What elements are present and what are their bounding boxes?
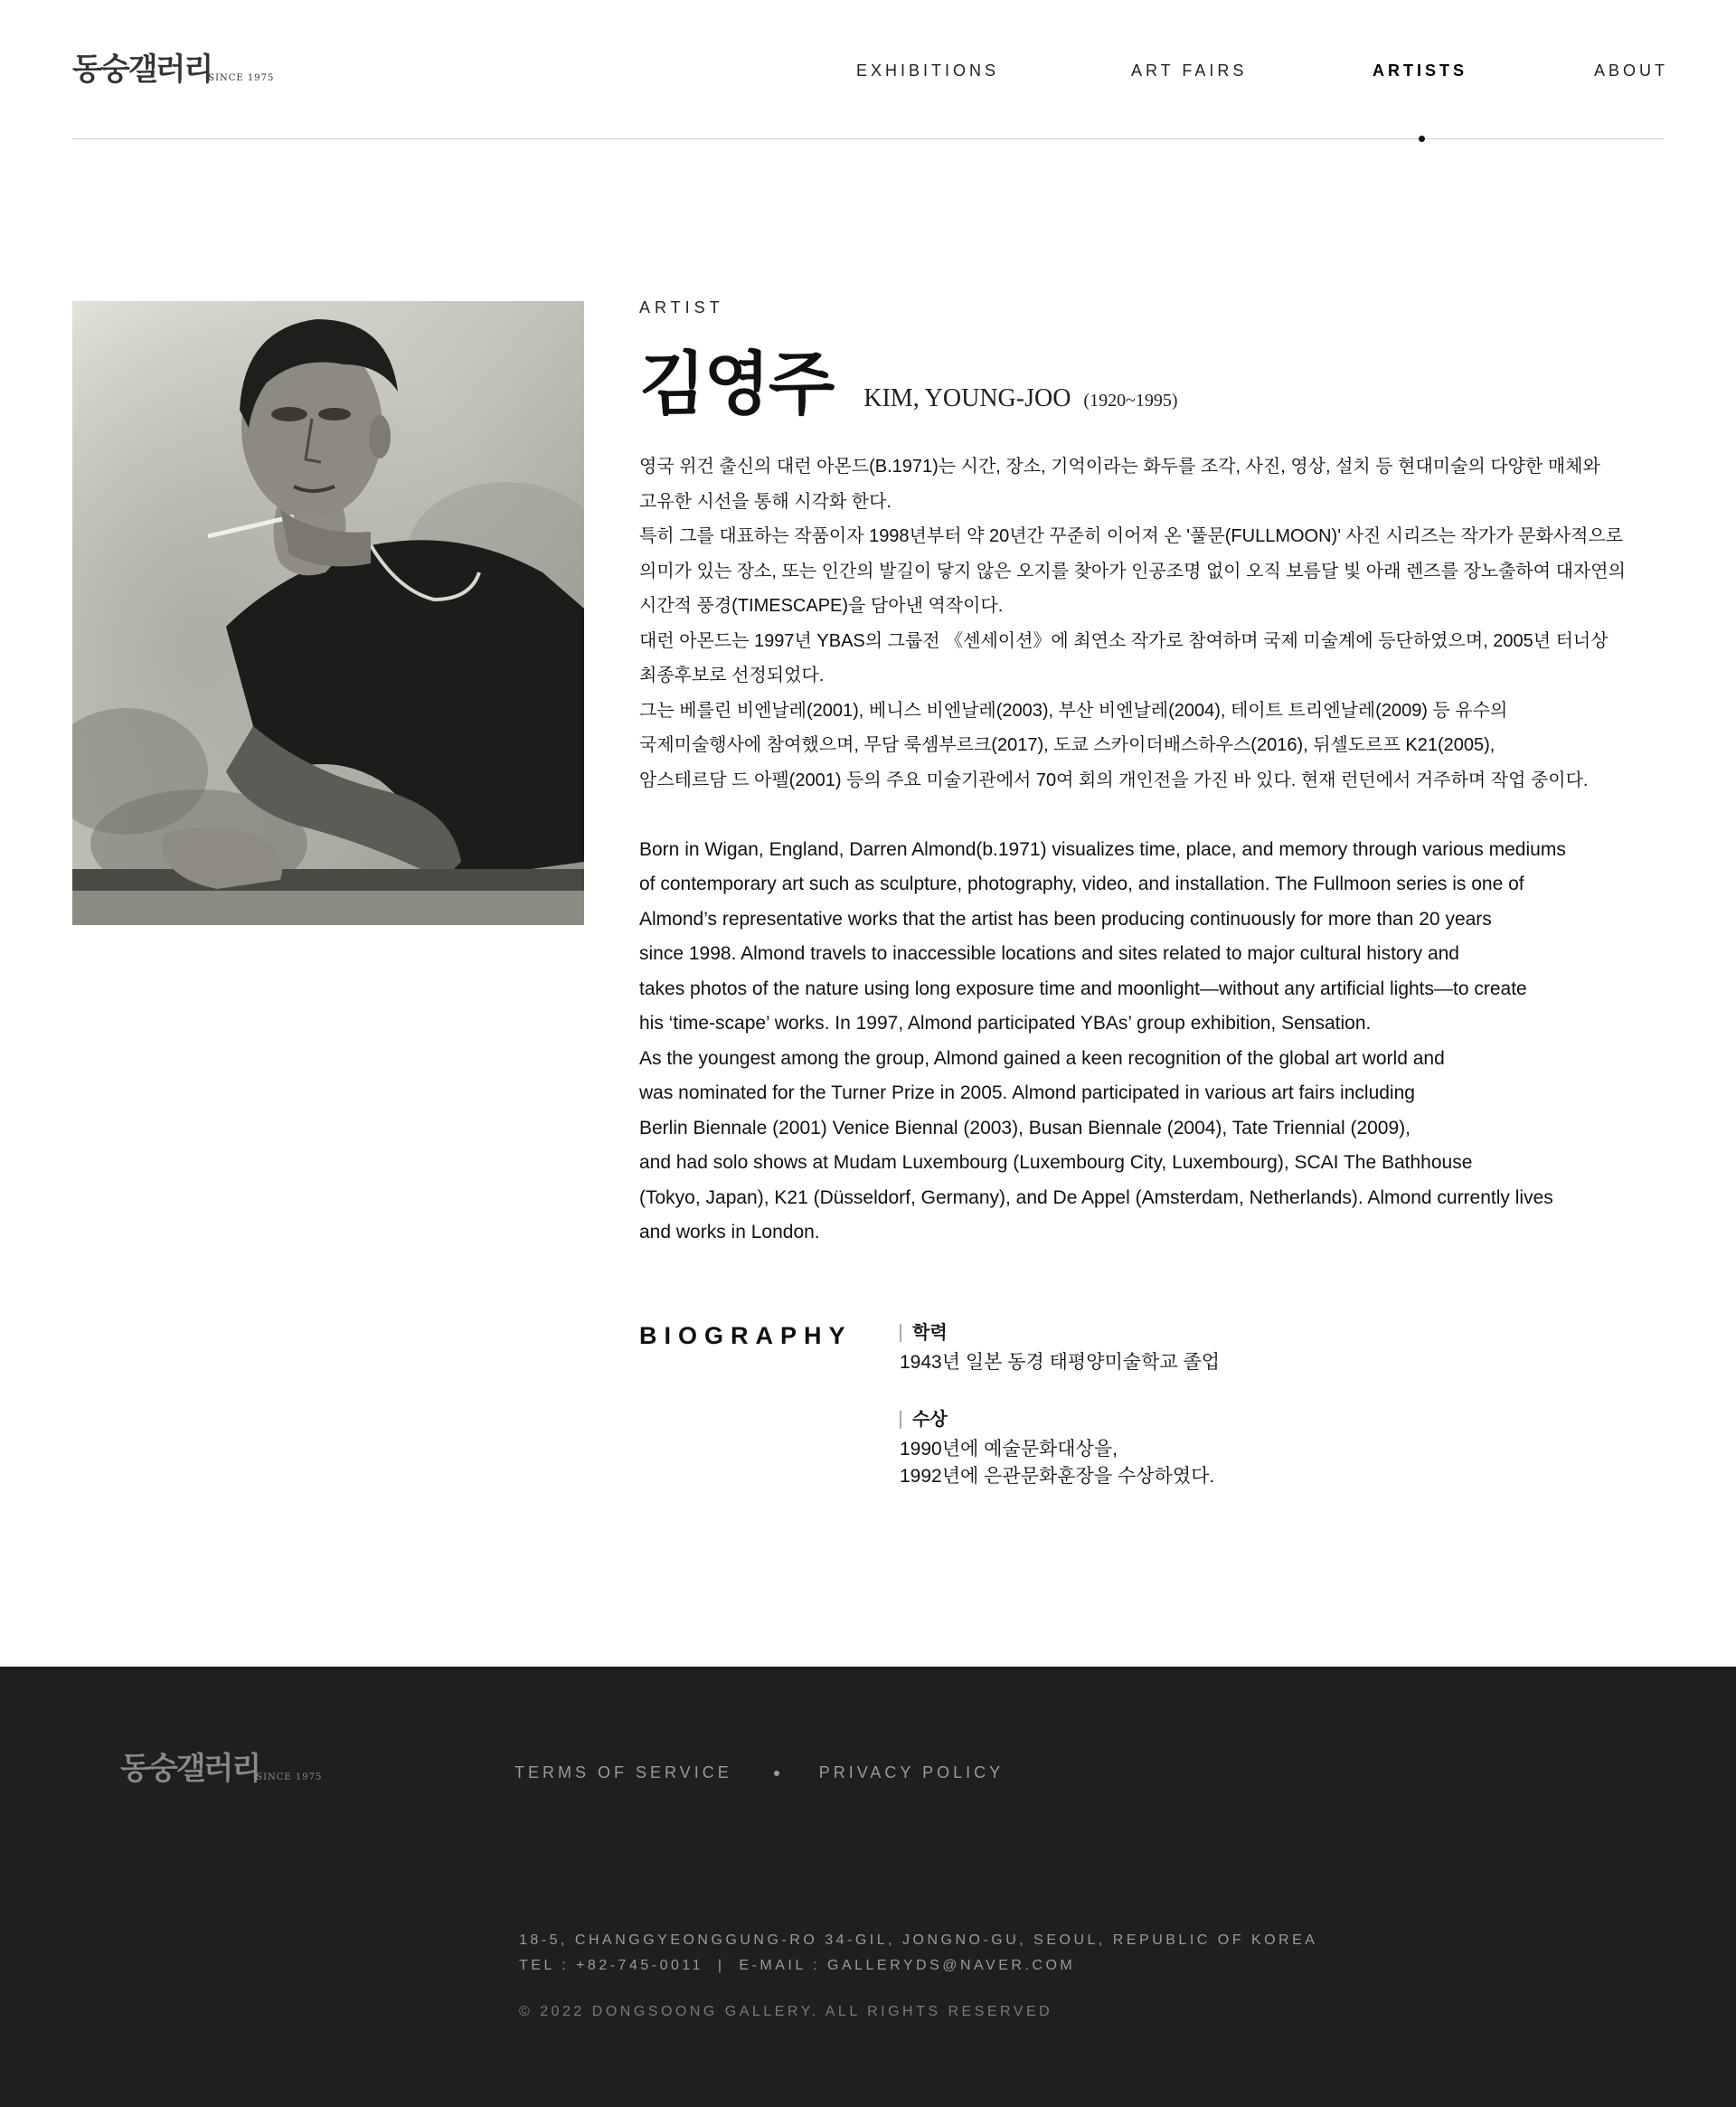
education-title: 학력 xyxy=(900,1324,1664,1342)
bio-en-line: and had solo shows at Mudam Luxembourg (Luxembourg City, Luxembourg), SCAI The Bathhouse xyxy=(639,1152,1473,1173)
terms-of-service-link[interactable]: TERMS OF SERVICE xyxy=(514,1763,732,1781)
section-eyebrow: ARTIST xyxy=(639,298,724,317)
bio-en-line: was nominated for the Turner Prize in 2005. Almond participated in various art fairs including xyxy=(639,1082,1415,1103)
footer-contact xyxy=(519,1928,1317,1979)
bio-en-line: his ‘time-scape’ works. In 1997, Almond participated YBAs’ group exhibition, Sensation. xyxy=(639,1013,1372,1034)
bio-ko-line: 국제미술행사에 참여했으며, 무담 룩셈부르크(2017), 도쿄 스카이더배스하우스(2016), 뒤셀도르프 K21(2005), xyxy=(639,735,1495,755)
bio-ko-line: 대런 아몬드는 1997년 YBAS의 그룹전 《센세이션》에 최연소 작가로 참여하며 국제 미술계에 등단하였으며, 2005년 터너상 xyxy=(639,630,1609,651)
biography-awards xyxy=(900,1411,1664,1490)
bio-en-line: Born in Wigan, England, Darren Almond(b.1971) visualizes time, place, and memory through various mediums xyxy=(639,838,1566,860)
artist-bio-korean xyxy=(639,449,1664,798)
artist-portrait-image xyxy=(72,301,584,925)
artist-content xyxy=(639,298,1664,1251)
site-footer xyxy=(0,1667,1736,2107)
bio-ko-line: 영국 위건 출신의 대런 아몬드(B.1971)는 시간, 장소, 기억이라는 화두를 조각, 사진, 영상, 설치 등 현대미술의 다양한 매체와 xyxy=(639,457,1600,477)
main-nav xyxy=(72,61,1669,83)
artist-photo xyxy=(72,301,584,925)
footer-link-separator xyxy=(774,1771,779,1776)
biography-heading: BIOGRAPHY xyxy=(639,1322,853,1349)
education-line: 1943년 일본 동경 태평양미술학교 졸업 xyxy=(900,1352,1221,1373)
bio-en-line: Almond’s representative works that the artist has been producing continuously for more than 20 years xyxy=(639,908,1492,930)
nav-artists[interactable]: ARTISTS xyxy=(1373,61,1468,80)
bio-en-line: As the youngest among the group, Almond gained a keen recognition of the global art world and xyxy=(639,1047,1445,1069)
bio-ko-line: 그는 베를린 비엔날레(2001), 베니스 비엔날레(2003), 부산 비엔날레(2004), 테이트 트리엔날레(2009) 등 유수의 xyxy=(639,700,1508,721)
biography-entries xyxy=(900,1318,1664,1525)
bio-en-line: Berlin Biennale (2001) Venice Biennal (2003), Busan Biennale (2004), Tate Triennial (2009), xyxy=(639,1117,1410,1139)
site-header xyxy=(72,0,1669,139)
artist-name-english: KIM, YOUNG-JOO xyxy=(863,384,1071,412)
footer-logo-since: SINCE 1975 xyxy=(256,1772,323,1782)
nav-about[interactable]: ABOUT xyxy=(1594,61,1669,80)
bio-ko-line: 고유한 시선을 통해 시각화 한다. xyxy=(639,491,892,512)
logo-wordmark: 동숭갤러리 xyxy=(72,52,212,88)
bio-ko-line: 특히 그를 대표하는 작품이자 1998년부터 약 20년간 꾸준히 이어져 온 '풀문(FULLMOON)' 사진 시리즈는 작가가 문화사적으로 xyxy=(639,526,1624,546)
privacy-policy-link[interactable]: PRIVACY POLICY xyxy=(818,1763,1005,1781)
artist-name-row xyxy=(639,344,1664,424)
artist-name-korean: 김영주 xyxy=(639,344,834,424)
footer-links xyxy=(514,1763,1004,1782)
footer-logo[interactable] xyxy=(120,1751,323,1787)
footer-logo-wordmark: 동숭갤러리 xyxy=(120,1751,260,1787)
artist-life-years: (1920~1995) xyxy=(1083,391,1178,411)
bio-ko-line: 최종후보로 선정되었다. xyxy=(639,666,825,685)
footer-phone-email: TEL : +82-745-0011 | E-MAIL : GALLERYDS@NAVER.COM xyxy=(519,1958,1076,1973)
awards-line: 1990년에 예술문화대상을, xyxy=(900,1439,1118,1460)
biography-education xyxy=(900,1324,1664,1376)
awards-title: 수상 xyxy=(900,1411,1664,1429)
bio-en-line: and works in London. xyxy=(639,1222,820,1242)
bio-ko-line: 시간적 풍경(TIMESCAPE)을 담아낸 역작이다. xyxy=(639,596,1004,616)
bio-ko-line: 암스테르담 드 아펠(2001) 등의 주요 미술기관에서 70여 회의 개인전을 가진 바 있다. 현재 런던에서 거주하며 작업 중이다. xyxy=(639,770,1589,790)
awards-line: 1992년에 은관문화훈장을 수상하였다. xyxy=(900,1466,1215,1487)
artist-bio-english xyxy=(639,833,1664,1251)
active-nav-indicator xyxy=(1419,136,1425,142)
bio-en-line: since 1998. Almond travels to inaccessible locations and sites related to major cultural history and xyxy=(639,943,1459,964)
footer-copyright: © 2022 DONGSOONG GALLERY. ALL RIGHTS RESERVED xyxy=(519,2004,1053,2019)
footer-address: 18-5, CHANGGYEONGGUNG-RO 34-GIL, JONGNO-GU, SEOUL, REPUBLIC OF KOREA xyxy=(519,1932,1318,1948)
bio-ko-line: 의미가 있는 장소, 또는 인간의 발길이 닿지 않은 오지를 찾아가 인공조명 없이 오직 보름달 빛 아래 렌즈를 장노출하여 대자연의 xyxy=(639,561,1626,581)
nav-art-fairs[interactable]: ART FAIRS xyxy=(1131,61,1248,80)
bio-en-line: (Tokyo, Japan), K21 (Düsseldorf, Germany), and De Appel (Amsterdam, Netherlands). Almond currently lives xyxy=(639,1186,1553,1208)
nav-exhibitions[interactable]: EXHIBITIONS xyxy=(856,61,1000,80)
bio-en-line: of contemporary art such as sculpture, photography, video, and installation. The Fullmoon series is one of xyxy=(639,874,1524,894)
logo-since: SINCE 1975 xyxy=(208,73,275,83)
bio-en-line: takes photos of the nature using long exposure time and moonlight—without any artificial lights—to create xyxy=(639,978,1527,999)
